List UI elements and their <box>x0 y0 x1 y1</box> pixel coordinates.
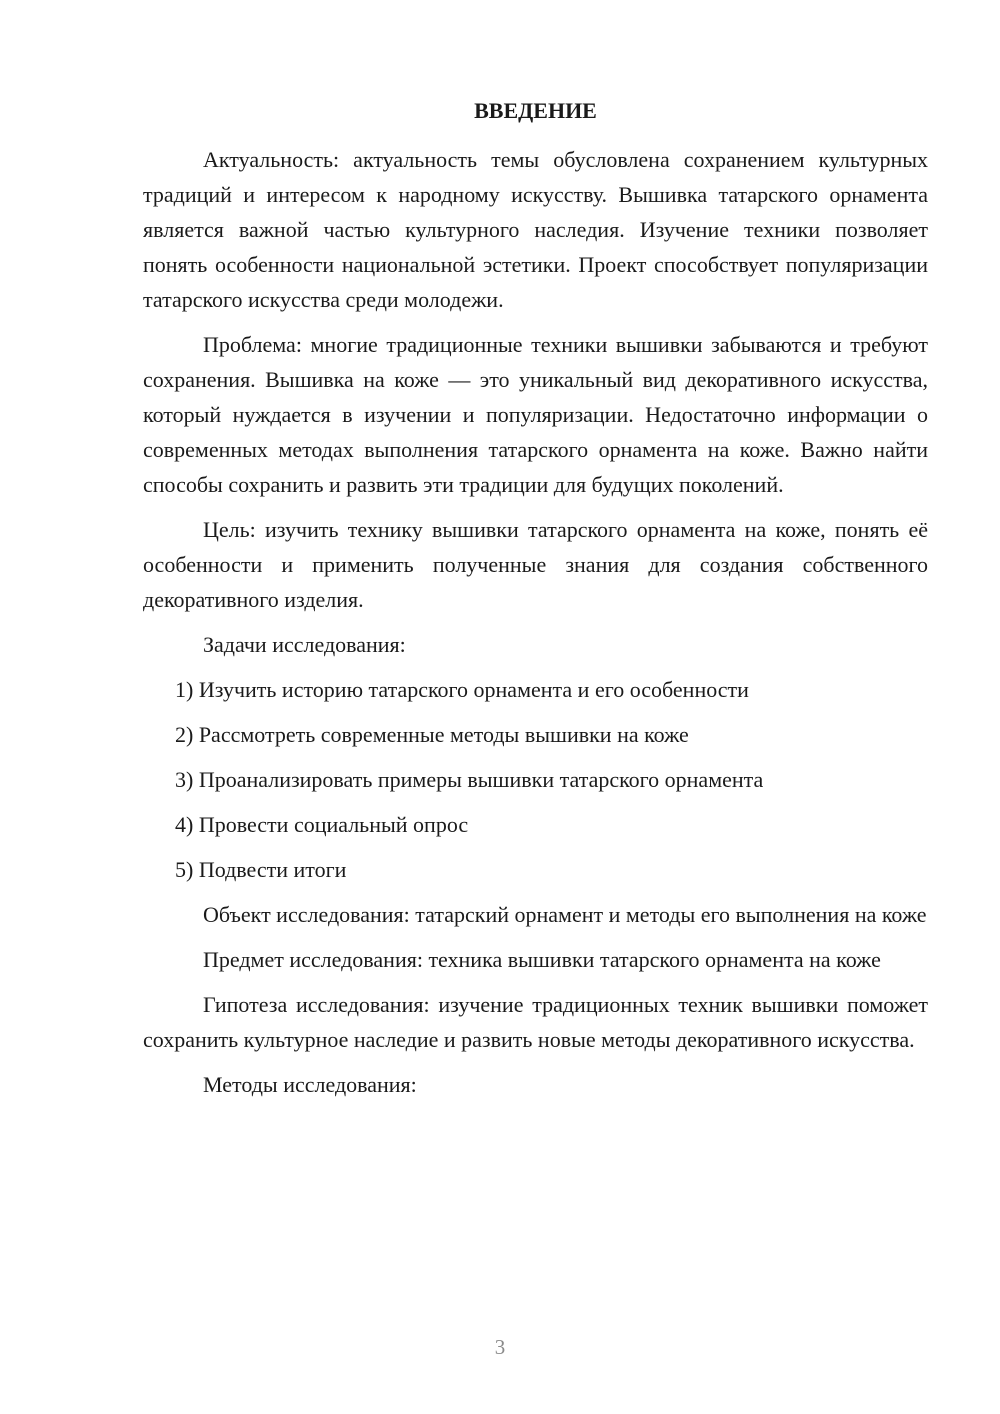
list-item: 5) Подвести итоги <box>175 857 347 882</box>
section-heading: ВВЕДЕНИЕ <box>474 98 597 123</box>
tasks-title: Задачи исследования: <box>203 632 406 657</box>
relevance-paragraph: Актуальность: актуальность темы обусловлена сохранением культурных традиций и интересом к народному искусству. Вышивка татарского орнамента является важной частью культурного наследия. Изучение техники позволяет понять особенности национальной эстетики. Проект способствует популяризации татарского искусства среди молодежи. <box>143 147 928 312</box>
hypothesis-paragraph: Гипотеза исследования: изучение традиционных техник вышивки поможет сохранить культурное наследие и развить новые методы декоративного искусства. <box>143 992 928 1052</box>
list-item: 3) Проанализировать примеры вышивки татарского орнамента <box>175 767 764 792</box>
document-page <box>143 96 928 1112</box>
goal-paragraph: Цель: изучить технику вышивки татарского орнамента на коже, понять её особенности и применить полученные знания для создания собственного декоративного изделия. <box>143 517 928 612</box>
methods-title: Методы исследования: <box>203 1072 417 1097</box>
tasks-list <box>143 672 928 887</box>
problem-paragraph: Проблема: многие традиционные техники вышивки забываются и требуют сохранения. Вышивка на коже — это уникальный вид декоративного искусства, который нуждается в изучении и популяризации. Недостаточно информации о современных методах выполнения татарского орнамента на коже. Важно найти способы сохранить и развить эти традиции для будущих поколений. <box>143 332 928 497</box>
list-item: 4) Провести социальный опрос <box>175 812 469 837</box>
page-number: 3 <box>494 1335 506 1359</box>
list-item: 2) Рассмотреть современные методы вышивки на коже <box>175 722 689 747</box>
subject-paragraph: Предмет исследования: техника вышивки татарского орнамента на коже <box>203 947 881 972</box>
object-paragraph: Объект исследования: татарский орнамент и методы его выполнения на коже <box>203 902 927 927</box>
list-item: 1) Изучить историю татарского орнамента и его особенности <box>175 677 749 702</box>
